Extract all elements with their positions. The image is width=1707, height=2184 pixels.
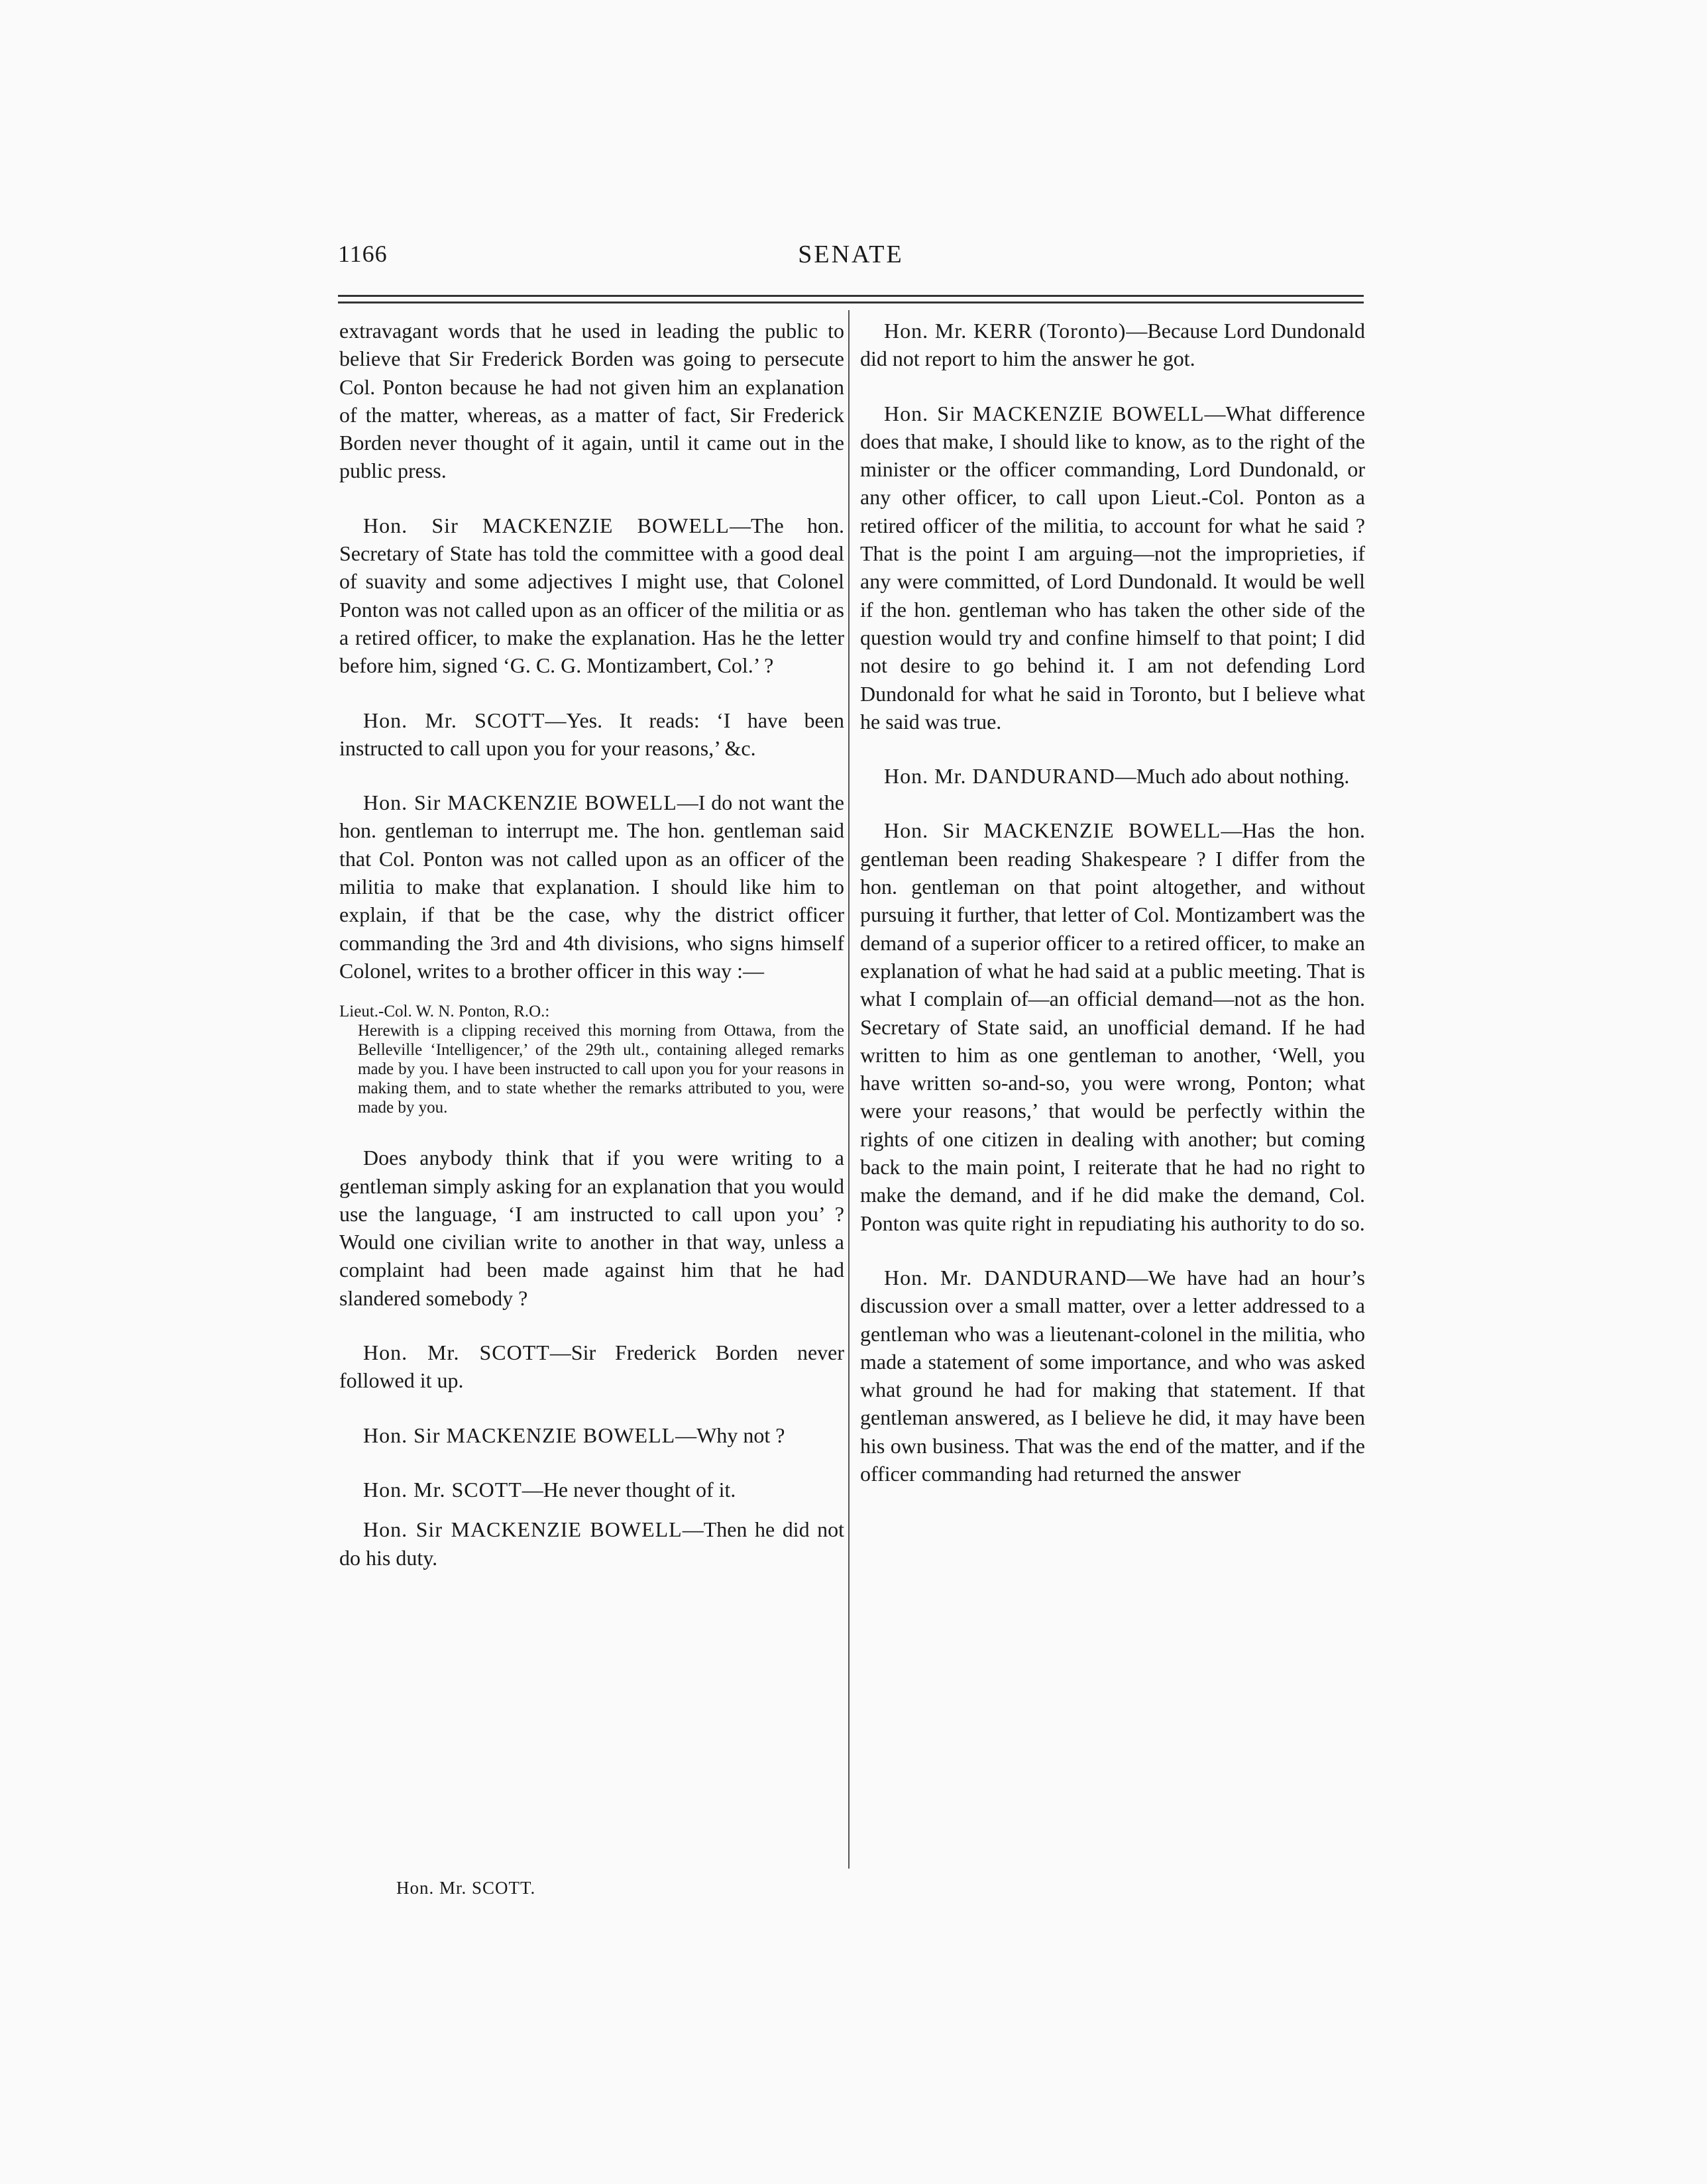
speech-paragraph [860,400,1365,736]
speech-text: —We have had an hour’s discussion over a small matter, over a letter addressed to a gentleman who was a lieutenant-colonel in the militia, who made a statement of some importance, and who was asked what ground he had for making that statement. If that gentleman answered, as I believe he did, it may have been his own business. That was the end of the matter, and if the officer commanding had returned the answer [860,1265,1365,1486]
speech-text: —I do not want the hon. gentleman to interrupt me. The hon. gentleman said that Col. Ponton was not called upon as an officer of the militia to make that explanation. I should like him to explain, if that be the case, why the district officer commanding the 3rd and 4th divisions, who signs himself Colonel, writes to a brother officer in this way :— [339,791,845,983]
speaker-name: Hon. Sir MACKENZIE BOWELL [363,513,730,537]
catchword: Hon. Mr. SCOTT. [396,1878,536,1898]
speaker-name: Hon. Sir MACKENZIE BOWELL [884,818,1221,843]
running-head: SENATE [798,241,904,268]
header-rule-bottom [338,301,1364,303]
paragraph: extravagant words that he used in leading the public to believe that Sir Frederick Borden was going to persecute Col. Ponton because he had not given him an explanation of the matter, whereas, as a matter of fact, Sir Frederick Borden never thought of it again, until it came out in the public press. [339,319,844,483]
page-number: 1166 [338,241,388,267]
speech-paragraph [339,1476,844,1503]
speech-paragraph [339,1515,844,1572]
quoted-letter-body: Herewith is a clipping received this morning from Ottawa, from the Belleville ‘Intelligencer,’ of the 29th ult., containing alleged remarks made by you. I have been instructed to call upon you for your reasons in making them, and to state whether the remarks attributed to you, were made by you. [358,1022,844,1117]
speaker-name: Hon. Sir MACKENZIE BOWELL [363,1423,676,1447]
speech-text: —Yes. It reads: ‘I have been instructed to call upon you for your reasons,’ &c. [339,708,845,760]
speech-paragraph [339,1421,844,1449]
speaker-name: Hon. Sir MACKENZIE BOWELL [363,791,677,815]
right-column [860,317,1365,1514]
speaker-name: Hon. Sir MACKENZIE BOWELL [363,1517,683,1542]
speech-paragraph [860,317,1365,373]
speech-text: —What difference does that make, I should like to know, as to the right of the minister or the officer commanding, Lord Dundonald, or any other officer, to call upon Lieut.-Col. Ponton as a retired officer of the militia, to account for what he said ? That is the point I am arguing—not the improprieties, if any were committed, of Lord Dundonald. It would be well if the hon. gentleman who has taken the other side of the question would try and confine himself to that point; I did not desire to go behind it. I am not defending Lord Dundonald for what he said in Toronto, but I believe what he said was true. [860,401,1365,734]
speech-paragraph [339,789,844,985]
speaker-name: Hon. Mr. DANDURAND [884,764,1115,789]
left-column [339,317,844,1598]
column-divider [848,310,850,1869]
header-rule-top [338,295,1364,297]
speaker-name: Hon. Mr. SCOTT [363,708,545,732]
speech-text: —Has the hon. gentleman been reading Shakespeare ? I differ from the hon. gentleman on that point altogether, and without pursuing it further, that letter of Col. Montizambert was the demand of a superior officer to a retired officer, to make an explanation of what he had said at a public meeting. That is what I complain of—an official demand—not as the hon. Secretary of State said, an unofficial demand. If he had written to him as one gentleman to another, ‘Well, you have written so-and-so, you were wrong, Ponton; what were your reasons,’ that would be perfectly within the rights of one citizen in dealing with another; but coming back to the main point, I reiterate that he had no right to make the demand, and if he did make the demand, Col. Ponton was quite right in repudiating his authority to do so. [860,818,1366,1235]
speech-text: —Why not ? [675,1423,785,1447]
speaker-name: Hon. Mr. SCOTT [363,1477,522,1502]
speech-text: —Much ado about nothing. [1115,764,1350,789]
speaker-name: Hon. Mr. SCOTT [363,1340,550,1365]
speech-text: —Sir Frederick Borden never followed it up. [339,1340,845,1393]
speaker-name: Hon. Sir MACKENZIE BOWELL [884,401,1205,425]
page-header [338,240,1364,280]
speech-text: —Because Lord Dundonald did not report to him the answer he got. [860,319,1366,371]
speech-paragraph [339,706,844,763]
speaker-name: Hon. Mr. DANDURAND [884,1265,1127,1289]
speech-paragraph [860,762,1365,790]
speech-paragraph [339,512,844,680]
speech-text: —The hon. Secretary of State has told the committee with a good deal of suavity and some adjectives I might use, that Colonel Ponton was not called upon as an officer of the militia or as a retired officer, to make the explanation. Has he the letter before him, signed ‘G. C. G. Montizambert, Col.’ ? [339,513,845,678]
quoted-letter [339,1002,844,1117]
paragraph: Does anybody think that if you were writing to a gentleman simply asking for an explanation that you would use the language, ‘I am instructed to call upon you’ ? Would one civilian write to another in that way, unless a complaint had been made against him that he had slandered somebody ? [339,1146,844,1310]
quoted-letter-address: Lieut.-Col. W. N. Ponton, R.O.: [339,1003,550,1021]
speaker-name: Hon. Mr. KERR (Toronto) [884,319,1127,343]
speech-paragraph [860,1264,1365,1488]
speech-paragraph [339,1338,844,1395]
speech-text: —He never thought of it. [522,1477,736,1502]
speech-text: —Then he did not do his duty. [339,1517,844,1570]
speech-paragraph [860,816,1365,1236]
